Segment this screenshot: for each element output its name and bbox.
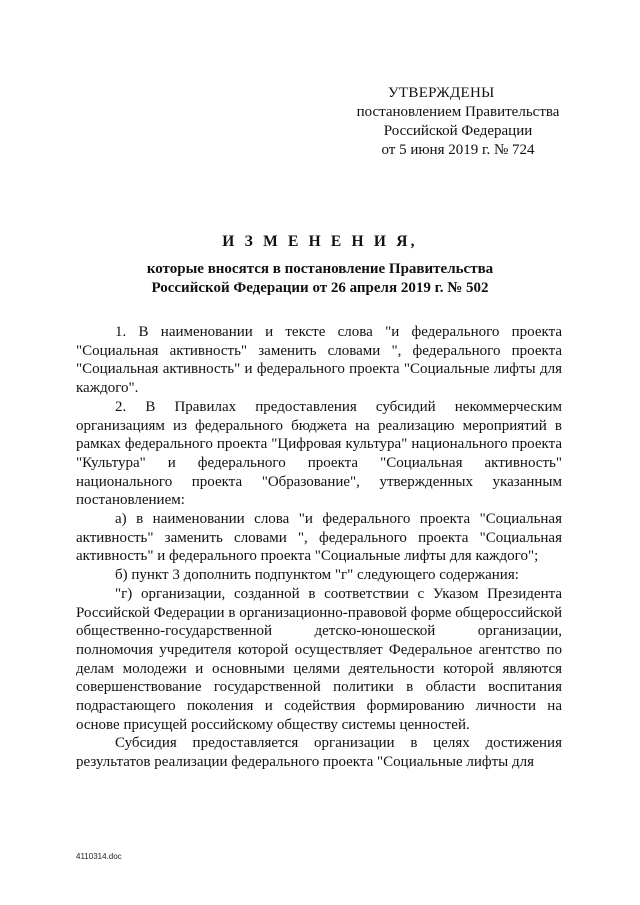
title-subline-2: Российской Федерации от 26 апреля 2019 г. № 502	[151, 280, 489, 296]
paragraph-2a: а) в наименовании слова "и федерального проекта "Социальная активность" заменить словами ", федерального проекта "Социальная активность" и федерального проекта "Социальные лифты для каждого";	[76, 511, 562, 565]
title-subline-1: которые вносятся в постановление Правительства	[146, 261, 494, 277]
document-body	[76, 323, 562, 772]
approval-stamp	[330, 84, 586, 160]
document-title	[60, 232, 580, 298]
paragraph-2b: б) пункт 3 дополнить подпунктом "г" следующего содержания:	[115, 567, 519, 584]
paragraph-subsidy: Субсидия предоставляется организации в целях достижения результатов реализации федерального проекта "Социальные лифты для	[76, 735, 562, 771]
paragraph-1: 1. В наименовании и тексте слова "и федерального проекта "Социальная активность" заменить словами ", федерального проекта "Социальная активность" и федерального проекта "Социальные лифты для каждого".	[76, 324, 562, 397]
paragraph-2b-quote: "г) организации, созданной в соответствии с Указом Президента Российской Федерации в организационно-правовой форме общероссийской общественно-государственной детско-юношеской организации, полномочия учредителя которой осуществляет Федеральное агентство по делам молодежи и основными целями деятельности которой являются совершенствование государственной политики в области воспитания подрастающего поколения и содействия формированию личности на основе присущей российскому обществу системы ценностей.	[76, 585, 562, 733]
paragraph-2: 2. В Правилах предоставления субсидий некоммерческим организациям из федерального бюджета на реализацию мероприятий в рамках федерального проекта "Цифровая культура" национального проекта "Культура" и федерального проекта "Социальная активность" национального проекта "Образование", утвержденных указанным постановлением:	[76, 398, 562, 509]
approval-date-number: от 5 июня 2019 г. № 724	[381, 142, 535, 158]
changes-heading: И З М Е Н Е Н И Я,	[222, 233, 418, 250]
approval-line-2: Российской Федерации	[383, 123, 533, 139]
file-name-footer: 4110314.doc	[76, 852, 122, 861]
approval-line-1: постановлением Правительства	[356, 104, 560, 120]
approved-label: УТВЕРЖДЕНЫ	[388, 85, 495, 101]
